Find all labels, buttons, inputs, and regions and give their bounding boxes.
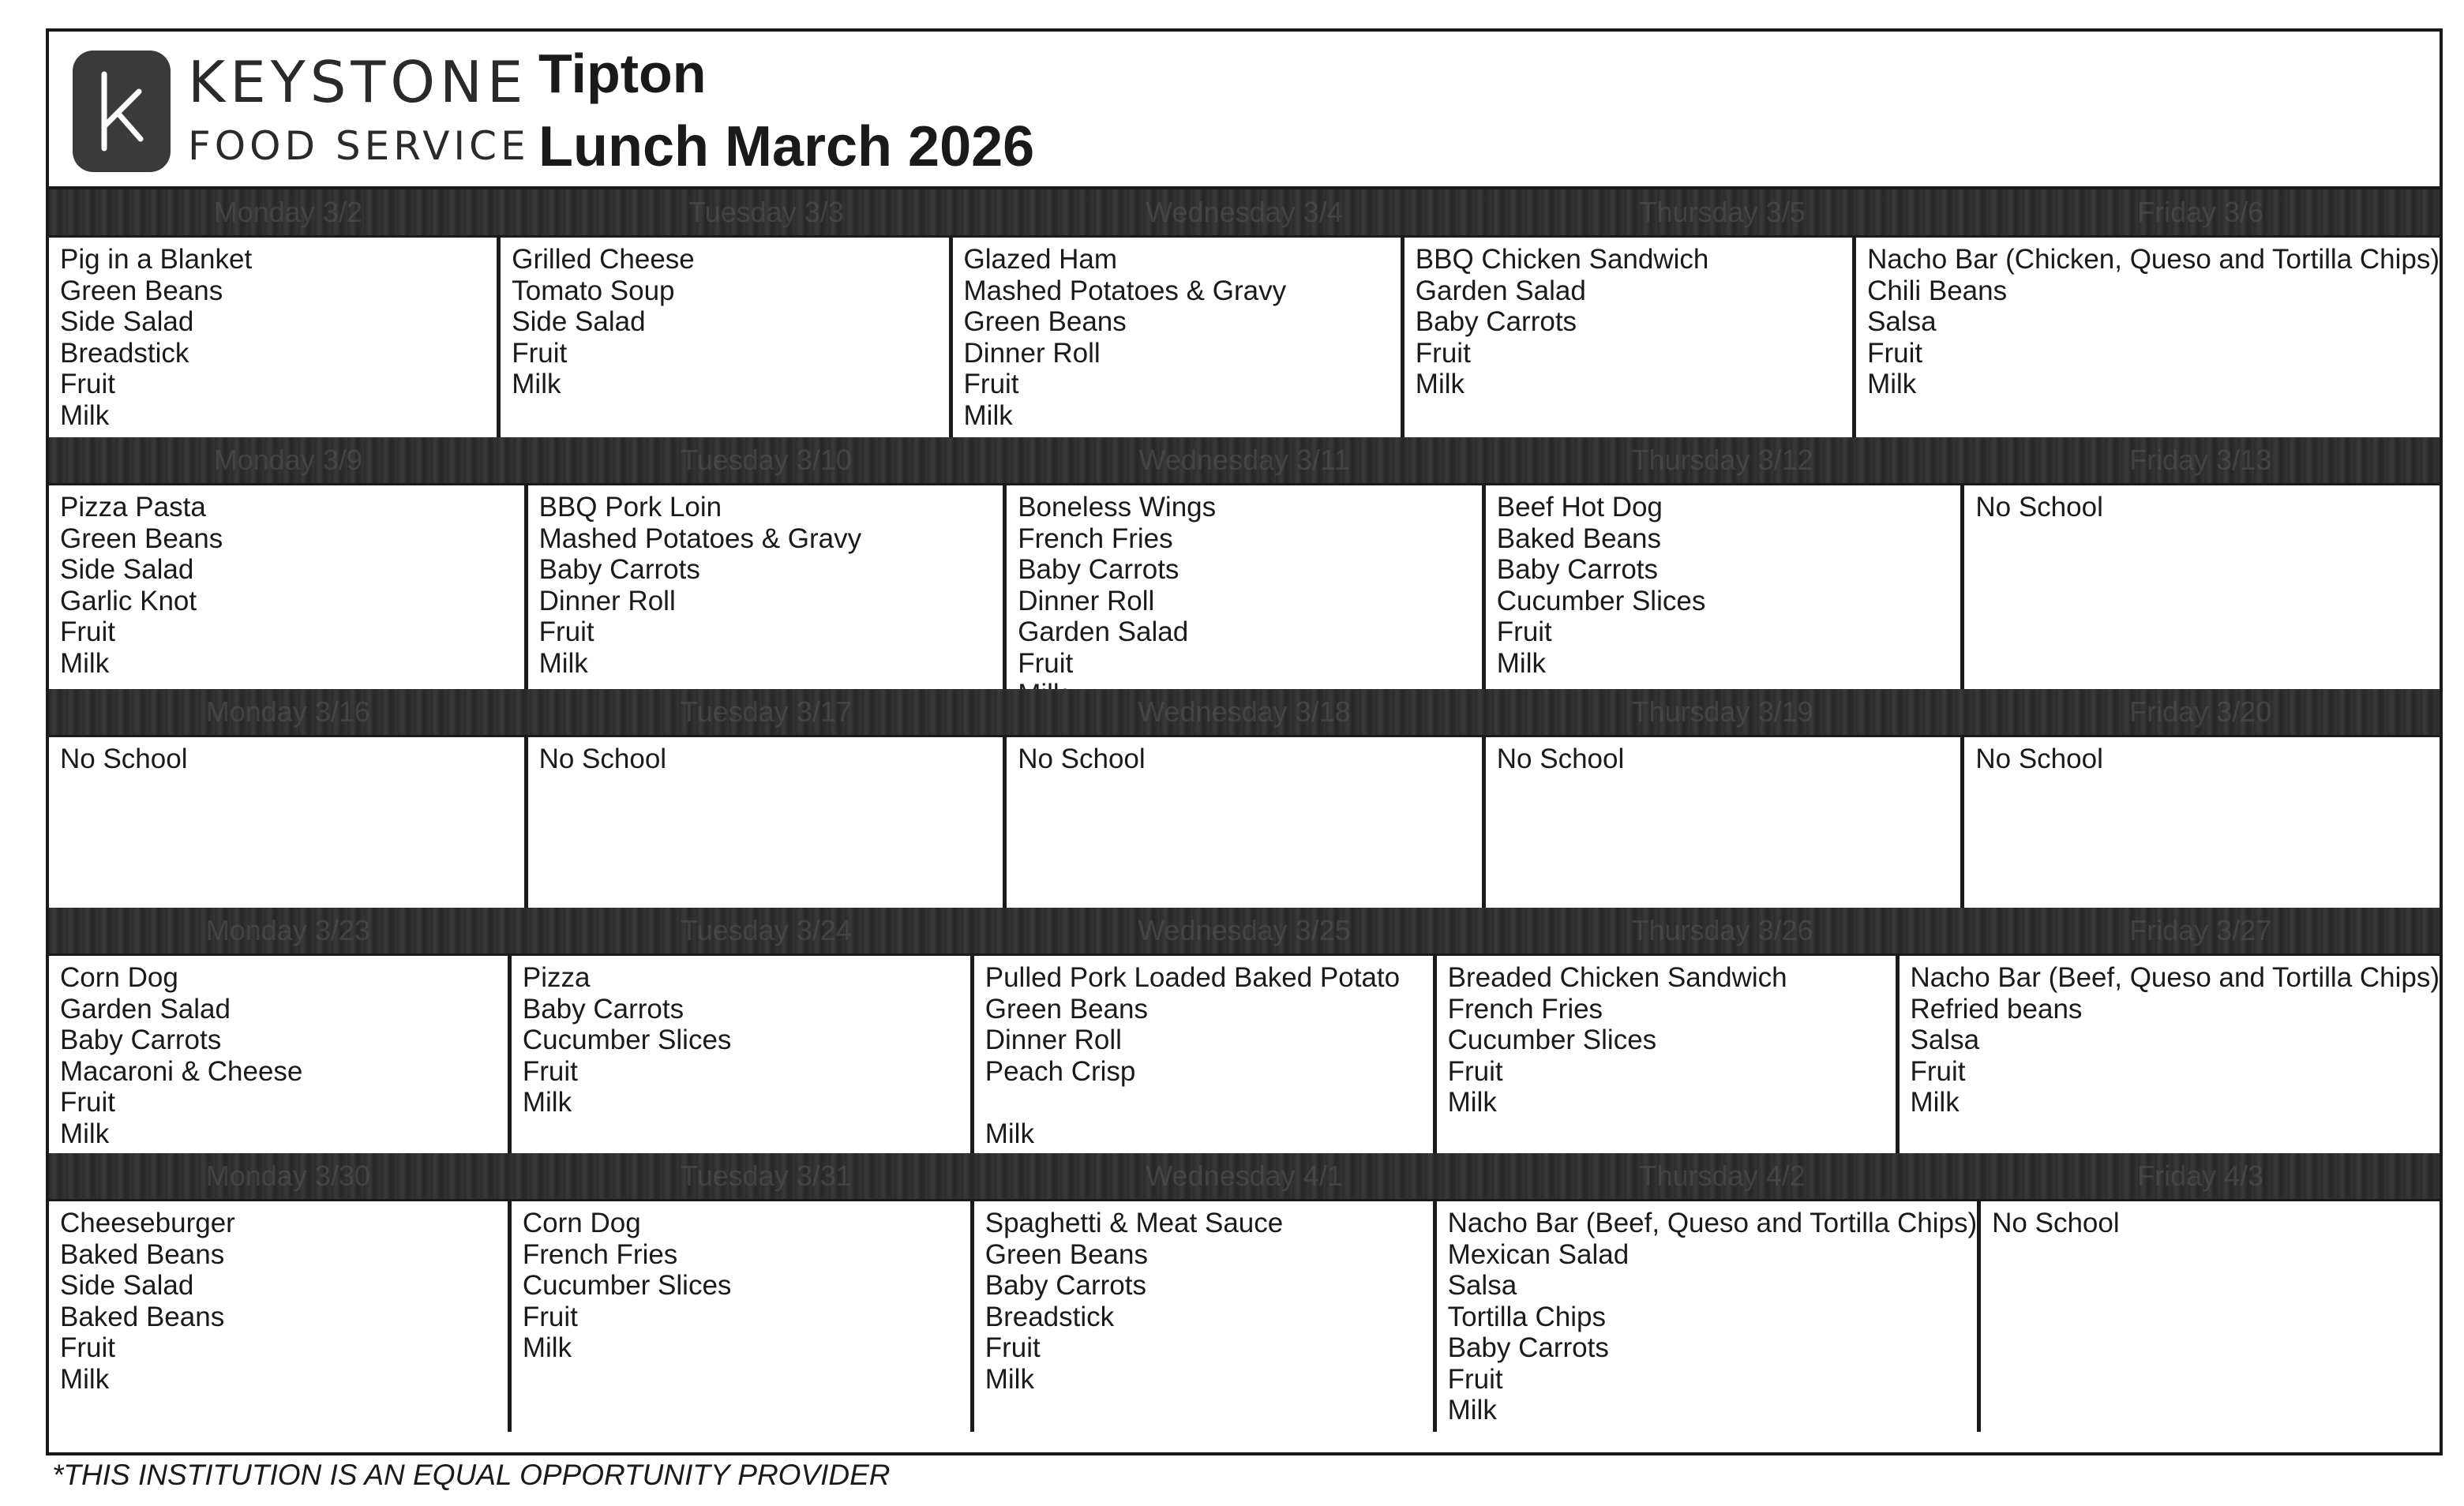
day-cell [1437,1201,1982,1432]
k-logo-icon [73,51,171,172]
menu-item: Fruit [512,337,568,369]
menu-item: Baked Beans [60,1238,225,1270]
menu-item: Mashed Potatoes & Gravy [538,523,862,554]
calendar-week [49,437,2440,689]
menu-item: Fruit [60,1087,115,1118]
menu-item: Corn Dog [60,962,178,993]
menu-item: Baby Carrots [522,993,684,1025]
calendar-week [49,908,2440,1153]
menu-item: Nacho Bar (Chicken, Queso and Tortilla Chips) [1867,244,2440,275]
day-cell [1964,737,2440,908]
menu-item: Milk [984,1363,1034,1395]
menu-item: Baked Beans [60,1301,225,1332]
day-cell [528,737,1007,908]
menu-item: Nacho Bar (Beef, Queso and Tortilla Chips) [1447,1208,1978,1238]
menu-item: Fruit [963,369,1019,399]
menu-item: Milk [963,399,1013,431]
menu-item: No School [1018,744,1146,774]
menu-item [985,1087,1433,1118]
day-cell [1486,485,1965,689]
menu-item: Cucumber Slices [522,1270,732,1301]
menu-item: Green Beans [984,1238,1148,1270]
day-label: Monday 3/23 [205,914,370,946]
menu-item: Beef Hot Dog [1496,492,1663,523]
day-cell [49,956,512,1153]
menu-item: Dinner Roll [984,1025,1122,1055]
day-cell [1981,1201,2440,1432]
day-label: Wednesday 3/18 [1138,695,1351,728]
menu-item: Garden Salad [1415,275,1586,306]
menu-item: Fruit [60,1332,115,1363]
day-header-bar [49,1153,2440,1199]
day-header-bar [49,908,2440,953]
menu-item: Milk [522,1332,572,1363]
day-cells-row [49,735,2440,908]
menu-item: Salsa [1867,306,1937,337]
day-label: Friday 4/3 [2137,1159,2264,1192]
menu-item: Baby Carrots [1018,554,1179,585]
menu-header [49,32,2440,189]
day-cell [974,1201,1437,1432]
menu-item: Spaghetti & Meat Sauce [984,1208,1284,1238]
menu-item: French Fries [1447,993,1603,1025]
menu-item: Milk [1496,647,1546,679]
day-header-bar [49,189,2440,235]
menu-item: Pig in a Blanket [60,244,253,275]
menu-item: Boneless Wings [1018,492,1217,523]
day-cell [528,485,1007,689]
menu-item: Side Salad [60,554,194,585]
equal-opportunity-notice: *THIS INSTITUTION IS AN EQUAL OPPORTUNITY PROVIDER [52,1459,891,1491]
day-label: Friday 3/27 [2129,914,2272,946]
day-cells-row [49,235,2440,437]
menu-sheet [46,28,2443,1455]
menu-item: Fruit [1447,1055,1503,1087]
day-label: Thursday 4/2 [1639,1159,1806,1192]
menu-item: Fruit [1910,1055,1966,1087]
day-label: Wednesday 4/1 [1146,1159,1343,1192]
day-cell [512,1201,974,1432]
menu-item: Macaroni & Cheese [60,1055,303,1087]
menu-item: No School [60,744,188,774]
day-cell [49,238,501,437]
menu-item: Cucumber Slices [522,1025,732,1055]
menu-item: Fruit [60,369,115,399]
menu-item: Green Beans [963,306,1127,337]
day-label: Thursday 3/26 [1631,914,1813,946]
day-cell [49,1201,512,1432]
menu-item: Mashed Potatoes & Gravy [963,275,1287,306]
day-label: Monday 3/30 [205,1159,370,1192]
calendar-week [49,689,2440,908]
day-cells-row [49,953,2440,1153]
menu-item: Milk [1447,1395,1497,1425]
menu-item: Milk [60,647,110,679]
keystone-logo [73,51,171,172]
menu-item: Cheeseburger [60,1208,235,1238]
page-title [538,43,1035,178]
menu-item: Green Beans [60,275,223,306]
day-label: Monday 3/9 [213,444,362,476]
menu-item: Fruit [1018,647,1074,679]
menu-item: Baby Carrots [538,554,700,585]
menu-item: Baby Carrots [60,1025,222,1055]
menu-item: No School [1975,492,2103,523]
day-cells-row [49,1199,2440,1432]
day-label: Tuesday 3/17 [680,695,852,728]
menu-item: Green Beans [984,993,1148,1025]
menu-item: Side Salad [512,306,646,337]
menu-item: Milk [1447,1087,1497,1118]
day-label: Tuesday 3/31 [680,1159,852,1192]
menu-item: Baby Carrots [1447,1332,1609,1363]
menu-item: Salsa [1447,1270,1517,1301]
menu-item: Baby Carrots [1415,306,1577,337]
menu-item: Side Salad [60,1270,194,1301]
day-cell [49,485,528,689]
day-cell [1900,956,2440,1153]
day-cell [512,956,974,1153]
day-cells-row [49,483,2440,689]
menu-item: BBQ Chicken Sandwich [1415,244,1709,275]
menu-item: Milk [60,1118,110,1149]
menu-item: Fruit [1415,337,1471,369]
brand-line-food-service: FOOD SERVICE [188,123,530,169]
menu-item: Garden Salad [60,993,231,1025]
menu-item: Pizza [522,962,591,993]
menu-item: Pulled Pork Loaded Baked Potato [984,962,1401,993]
menu-item: Milk [60,399,110,431]
calendar-week [49,189,2440,437]
menu-item: No School [538,744,667,774]
menu-item: Garlic Knot [60,585,197,616]
menu-item: Green Beans [60,523,223,554]
day-label: Tuesday 3/3 [688,196,844,228]
menu-item: Garden Salad [1018,616,1189,647]
school-name: Tipton [538,43,707,104]
day-cell [49,737,528,908]
menu-item: Tomato Soup [512,275,675,306]
day-cell [1437,956,1900,1153]
brand-name [188,49,530,169]
day-cell [1007,485,1486,689]
menu-item: Cucumber Slices [1496,585,1706,616]
menu-item: Refried beans [1910,993,2083,1025]
menu-item: Cucumber Slices [1447,1025,1657,1055]
menu-item: Side Salad [60,306,194,337]
day-label: Monday 3/16 [205,695,370,728]
menu-item: Fruit [522,1055,578,1087]
day-label: Tuesday 3/10 [680,444,852,476]
day-label: Wednesday 3/11 [1138,444,1350,476]
brand-line-keystone: KEYSTONE [188,49,528,115]
day-label: Thursday 3/12 [1631,444,1813,476]
day-label: Friday 3/6 [2137,196,2264,228]
menu-item: No School [1496,744,1625,774]
menu-item: Corn Dog [522,1208,641,1238]
day-header-bar [49,689,2440,735]
menu-item: French Fries [1018,523,1173,554]
day-label: Wednesday 3/4 [1146,196,1343,228]
menu-item: Fruit [60,616,115,647]
menu-item: No School [1992,1208,2120,1238]
menu-item: Baked Beans [1496,523,1661,554]
menu-item: Milk [1910,1087,1960,1118]
menu-item: BBQ Pork Loin [538,492,722,523]
menu-item: Milk [538,647,588,679]
menu-item: Milk [522,1087,572,1118]
menu-item: Milk [984,1118,1034,1149]
day-cell [1405,238,1856,437]
day-cell [1964,485,2440,689]
calendar-week [49,1153,2440,1432]
menu-item: Breadstick [60,337,189,369]
menu-item: Dinner Roll [1018,585,1155,616]
menu-calendar [49,189,2440,1432]
menu-month: Lunch March 2026 [538,115,1035,178]
menu-item: Baby Carrots [1496,554,1659,585]
menu-item: Milk [512,369,561,399]
menu-item: Glazed Ham [963,244,1118,275]
menu-item: Fruit [522,1301,578,1332]
menu-item: Mexican Salad [1447,1238,1630,1270]
menu-item: Tortilla Chips [1447,1301,1606,1332]
day-label: Thursday 3/19 [1631,695,1813,728]
menu-item: French Fries [522,1238,678,1270]
menu-item: Salsa [1910,1025,1980,1055]
day-cell [1486,737,1965,908]
menu-item: Milk [60,1363,110,1395]
menu-item: Nacho Bar (Beef, Queso and Tortilla Chips) [1910,962,2440,993]
menu-item: Fruit [1447,1363,1503,1395]
menu-item: Chili Beans [1867,275,2008,306]
day-cell [1007,737,1486,908]
day-cell [501,238,952,437]
day-label: Friday 3/13 [2129,444,2272,476]
day-cell [953,238,1405,437]
menu-item: Breadstick [984,1301,1115,1332]
day-label: Wednesday 3/25 [1138,914,1351,946]
menu-item: Grilled Cheese [512,244,695,275]
menu-item: Fruit [984,1332,1041,1363]
menu-item: Dinner Roll [538,585,676,616]
menu-item: Milk [1415,369,1465,399]
day-label: Monday 3/2 [213,196,362,228]
menu-item: Fruit [1867,337,1923,369]
menu-item: Baby Carrots [984,1270,1146,1301]
menu-item: No School [1975,744,2103,774]
day-cell [974,956,1437,1153]
menu-item: Milk [1867,369,1917,399]
day-cell [1856,238,2440,437]
menu-item: Pizza Pasta [60,492,206,523]
menu-item: Peach Crisp [984,1055,1136,1087]
day-header-bar [49,437,2440,483]
day-label: Friday 3/20 [2129,695,2272,728]
menu-item: Breaded Chicken Sandwich [1447,962,1787,993]
menu-item: Dinner Roll [963,337,1101,369]
day-label: Thursday 3/5 [1639,196,1806,228]
menu-item: Fruit [538,616,594,647]
menu-item: Fruit [1496,616,1552,647]
day-label: Tuesday 3/24 [680,914,852,946]
